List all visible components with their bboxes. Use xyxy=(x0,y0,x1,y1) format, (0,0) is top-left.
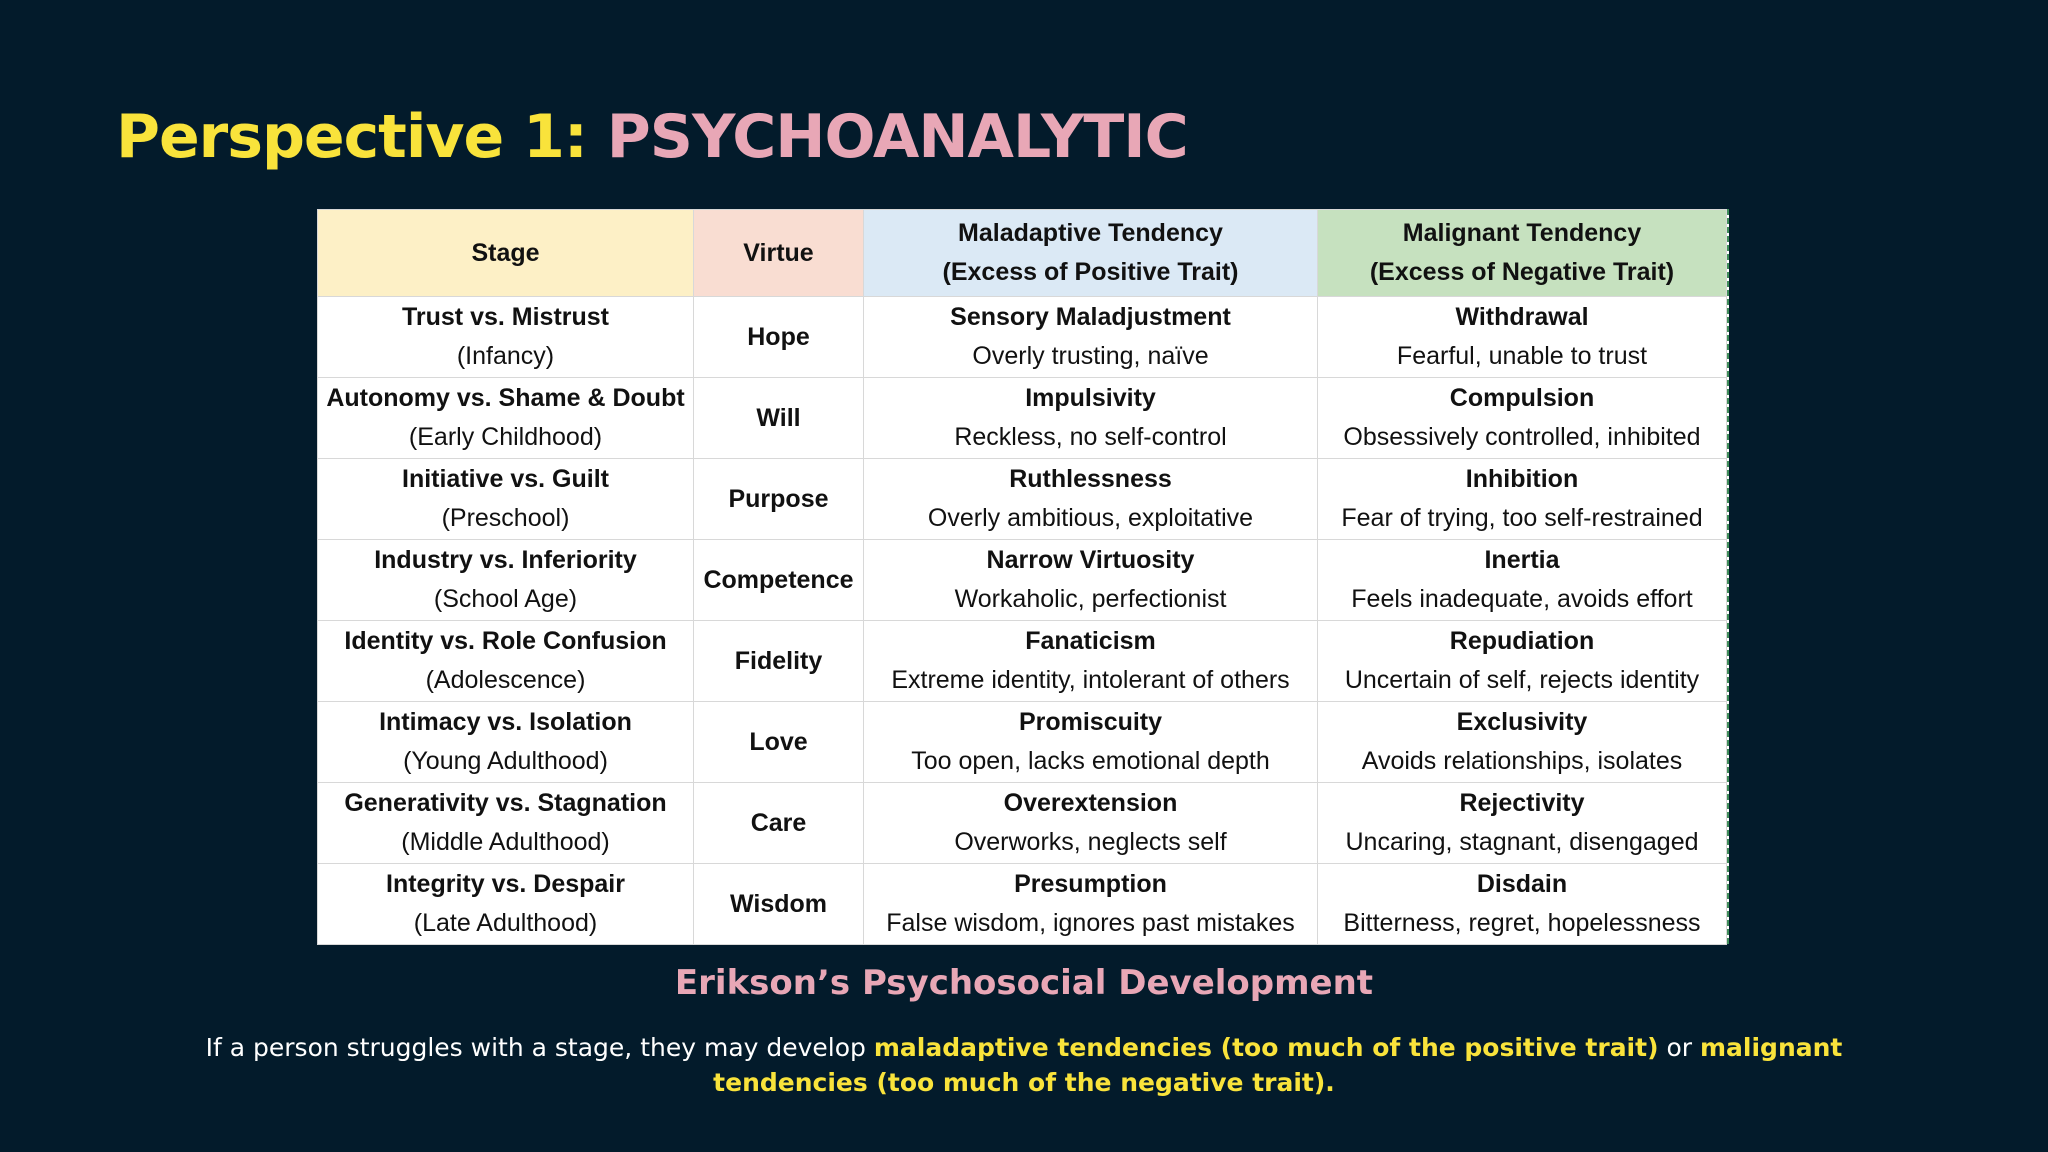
footnote-text-2: or xyxy=(1658,1033,1700,1062)
stage-cell xyxy=(318,540,694,621)
maladaptive-cell xyxy=(864,702,1318,783)
stage-age: (Late Adulthood) xyxy=(413,909,598,937)
header-maladaptive-line2: (Excess of Positive Trait) xyxy=(942,258,1239,286)
virtue-cell: Fidelity xyxy=(694,621,864,702)
virtue-cell: Will xyxy=(694,378,864,459)
malignant-cell xyxy=(1318,783,1727,864)
malignant-cell xyxy=(1318,459,1727,540)
virtue-cell: Love xyxy=(694,702,864,783)
stage-cell xyxy=(318,297,694,378)
malignant-desc: Fear of trying, too self-restrained xyxy=(1341,504,1703,532)
maladaptive-desc: Extreme identity, intolerant of others xyxy=(891,666,1290,694)
maladaptive-desc: Overly ambitious, exploitative xyxy=(927,504,1254,532)
header-malignant-line1: Malignant Tendency xyxy=(1402,219,1642,247)
virtue-cell: Care xyxy=(694,783,864,864)
stage-cell xyxy=(318,702,694,783)
maladaptive-cell xyxy=(864,540,1318,621)
malignant-desc: Uncaring, stagnant, disengaged xyxy=(1345,828,1699,856)
virtue-cell: Hope xyxy=(694,297,864,378)
malignant-title: Repudiation xyxy=(1449,627,1595,655)
maladaptive-title: Impulsivity xyxy=(1025,384,1156,412)
malignant-desc: Avoids relationships, isolates xyxy=(1361,747,1683,775)
malignant-cell xyxy=(1318,621,1727,702)
table-row xyxy=(318,783,1727,864)
erikson-stages-table xyxy=(317,209,1727,945)
maladaptive-cell xyxy=(864,459,1318,540)
stage-cell xyxy=(318,621,694,702)
malignant-title: Exclusivity xyxy=(1456,708,1588,736)
table-row xyxy=(318,702,1727,783)
virtue-cell: Wisdom xyxy=(694,864,864,945)
footnote-highlight-maladaptive: maladaptive tendencies (too much of the positive trait) xyxy=(873,1033,1659,1062)
erikson-table-container xyxy=(317,209,1729,944)
malignant-cell xyxy=(1318,378,1727,459)
slide-title xyxy=(116,102,1188,172)
stage-age: (School Age) xyxy=(433,585,578,613)
stage-cell xyxy=(318,459,694,540)
maladaptive-title: Ruthlessness xyxy=(1009,465,1172,493)
table-row xyxy=(318,297,1727,378)
malignant-title: Inertia xyxy=(1484,546,1560,574)
stage-name: Initiative vs. Guilt xyxy=(402,465,609,493)
stage-name: Integrity vs. Despair xyxy=(386,870,625,898)
malignant-desc: Fearful, unable to trust xyxy=(1396,342,1648,370)
header-virtue: Virtue xyxy=(694,210,864,297)
stage-name: Identity vs. Role Confusion xyxy=(344,627,667,655)
title-prefix: Perspective 1: xyxy=(116,102,587,172)
title-main: PSYCHOANALYTIC xyxy=(606,102,1188,172)
header-stage: Stage xyxy=(318,210,694,297)
stage-age: (Middle Adulthood) xyxy=(401,828,610,856)
footnote xyxy=(150,1030,1898,1100)
stage-cell xyxy=(318,378,694,459)
virtue-cell: Purpose xyxy=(694,459,864,540)
maladaptive-cell xyxy=(864,783,1318,864)
header-maladaptive-line1: Maladaptive Tendency xyxy=(958,219,1223,247)
stage-cell xyxy=(318,864,694,945)
maladaptive-desc: Workaholic, perfectionist xyxy=(954,585,1227,613)
header-maladaptive xyxy=(864,210,1318,297)
maladaptive-title: Narrow Virtuosity xyxy=(986,546,1195,574)
footnote-text-1: If a person struggles with a stage, they may develop xyxy=(205,1033,874,1062)
stage-age: (Infancy) xyxy=(456,342,555,370)
maladaptive-title: Fanaticism xyxy=(1025,627,1156,655)
maladaptive-desc: False wisdom, ignores past mistakes xyxy=(886,909,1295,937)
header-malignant-line2: (Excess of Negative Trait) xyxy=(1369,258,1675,286)
maladaptive-desc: Overly trusting, naïve xyxy=(972,342,1209,370)
stage-name: Trust vs. Mistrust xyxy=(402,303,609,331)
maladaptive-desc: Overworks, neglects self xyxy=(954,828,1227,856)
malignant-title: Disdain xyxy=(1476,870,1568,898)
maladaptive-cell xyxy=(864,864,1318,945)
maladaptive-desc: Reckless, no self-control xyxy=(954,423,1227,451)
maladaptive-cell xyxy=(864,621,1318,702)
malignant-title: Inhibition xyxy=(1465,465,1579,493)
malignant-desc: Bitterness, regret, hopelessness xyxy=(1343,909,1701,937)
malignant-title: Compulsion xyxy=(1449,384,1595,412)
stage-age: (Preschool) xyxy=(441,504,570,532)
maladaptive-desc: Too open, lacks emotional depth xyxy=(911,747,1270,775)
stage-age: (Early Childhood) xyxy=(408,423,603,451)
maladaptive-cell xyxy=(864,297,1318,378)
table-header-row xyxy=(318,210,1727,297)
maladaptive-title: Promiscuity xyxy=(1018,708,1163,736)
stage-cell xyxy=(318,783,694,864)
maladaptive-title: Overextension xyxy=(1003,789,1178,817)
stage-name: Generativity vs. Stagnation xyxy=(344,789,667,817)
stage-name: Intimacy vs. Isolation xyxy=(379,708,632,736)
virtue-cell: Competence xyxy=(694,540,864,621)
malignant-title: Rejectivity xyxy=(1459,789,1585,817)
malignant-cell xyxy=(1318,540,1727,621)
malignant-cell xyxy=(1318,702,1727,783)
table-row xyxy=(318,459,1727,540)
footnote-highlight-malignant: malignant tendencies (too much of the negative trait). xyxy=(713,1033,1843,1097)
header-malignant xyxy=(1318,210,1727,297)
stage-age: (Adolescence) xyxy=(425,666,586,694)
malignant-desc: Obsessively controlled, inhibited xyxy=(1343,423,1701,451)
stage-age: (Young Adulthood) xyxy=(403,747,608,775)
table-row xyxy=(318,864,1727,945)
maladaptive-title: Presumption xyxy=(1014,870,1167,898)
stage-name: Autonomy vs. Shame & Doubt xyxy=(326,384,685,412)
malignant-cell xyxy=(1318,864,1727,945)
malignant-cell xyxy=(1318,297,1727,378)
maladaptive-title: Sensory Maladjustment xyxy=(950,303,1231,331)
table-row xyxy=(318,378,1727,459)
malignant-desc: Uncertain of self, rejects identity xyxy=(1344,666,1700,694)
table-row xyxy=(318,621,1727,702)
malignant-desc: Feels inadequate, avoids effort xyxy=(1351,585,1693,613)
stage-name: Industry vs. Inferiority xyxy=(374,546,637,574)
malignant-title: Withdrawal xyxy=(1455,303,1589,331)
table-row xyxy=(318,540,1727,621)
table-caption: Erikson’s Psychosocial Development xyxy=(674,963,1374,1003)
maladaptive-cell xyxy=(864,378,1318,459)
